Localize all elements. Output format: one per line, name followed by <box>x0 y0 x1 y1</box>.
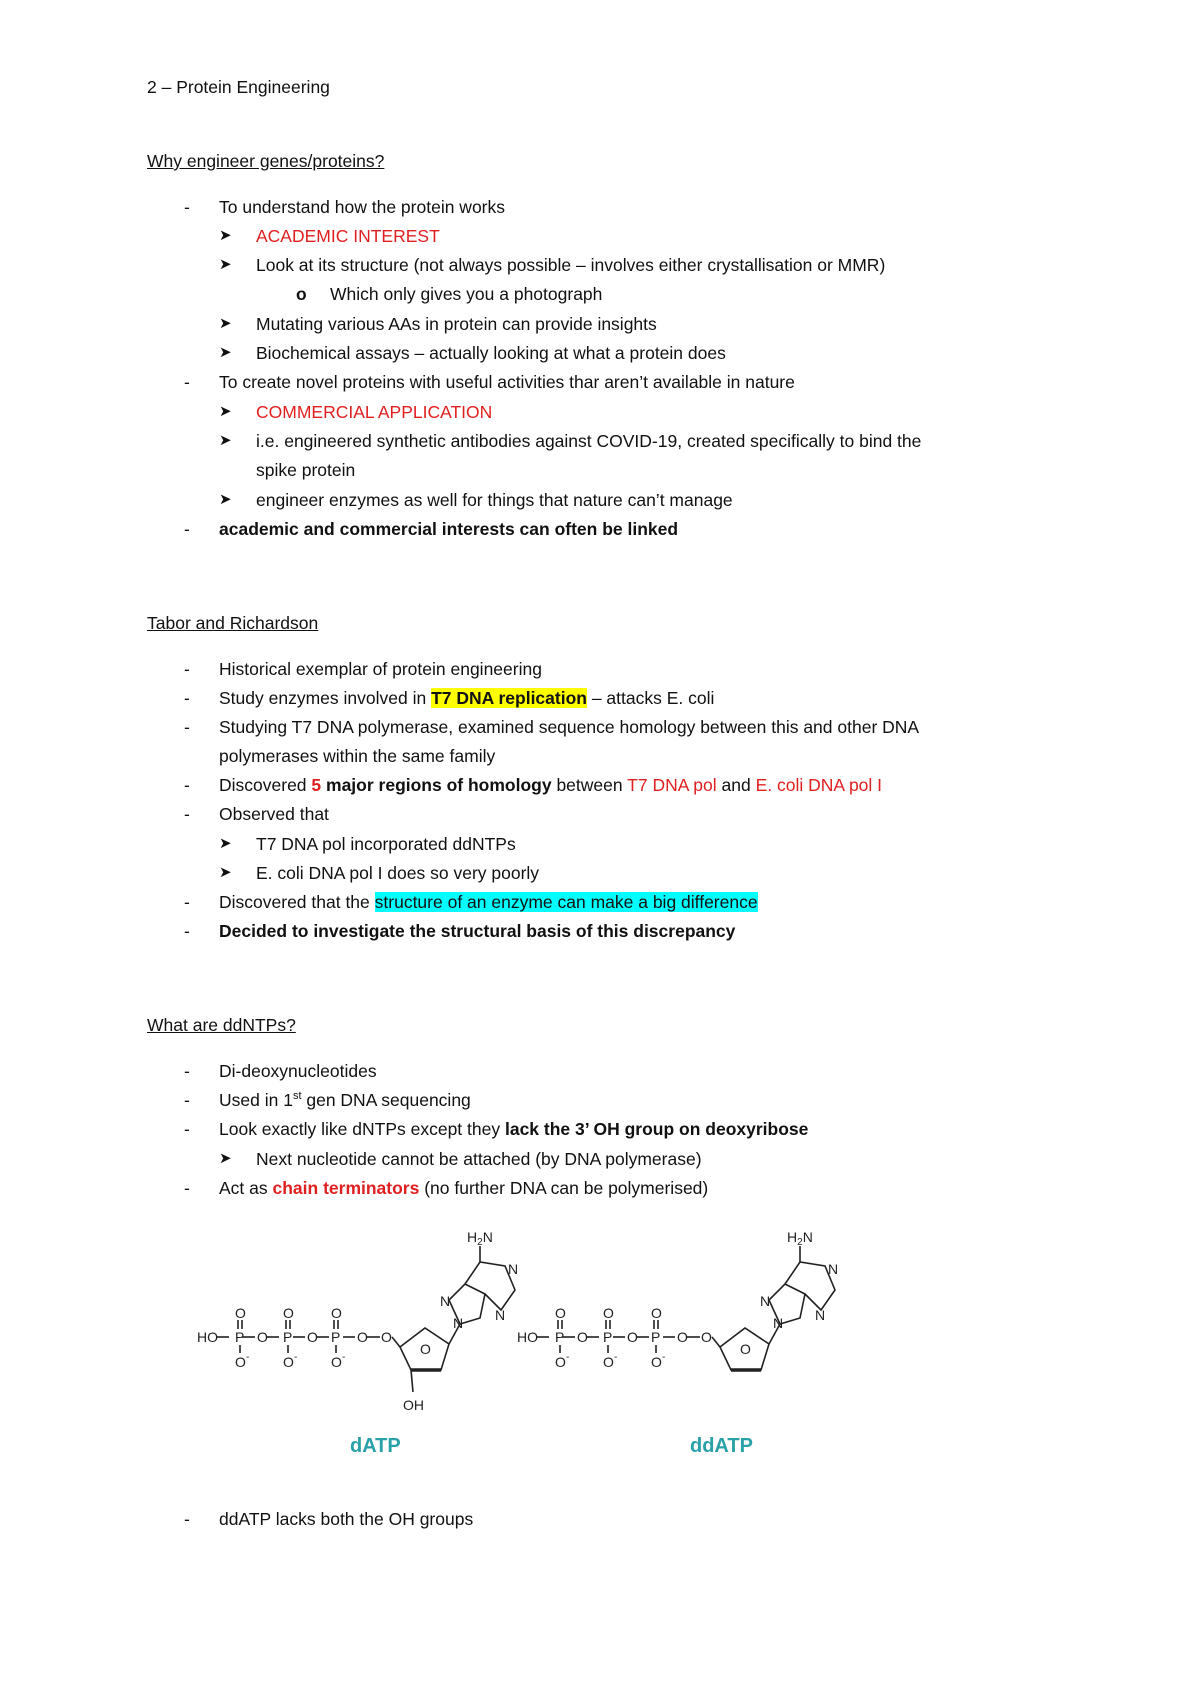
text-segment: Used in 1 <box>219 1090 293 1110</box>
section-heading-tabor: Tabor and Richardson <box>147 613 319 633</box>
arrow-bullet-icon: ➤ <box>219 835 232 852</box>
phosphorus-label: P <box>331 1329 341 1345</box>
text-segment: Look exactly like dNTPs except they <box>219 1119 505 1139</box>
text-segment: Study enzymes involved in <box>219 688 432 708</box>
phosphorus-label: P <box>235 1329 245 1345</box>
bullet-dideoxy: Di-deoxynucleotides <box>219 1061 377 1081</box>
bullet-homology-regions <box>219 774 882 796</box>
arrow-bullet-icon: ➤ <box>219 227 232 244</box>
phosphorus-label: P <box>651 1329 661 1345</box>
ho-label: HO <box>517 1329 538 1345</box>
oxygen-label: O <box>357 1329 368 1345</box>
dash-bullet: - <box>184 717 190 737</box>
dash-bullet: - <box>184 804 190 824</box>
ddatp-label: ddATP <box>690 1435 753 1457</box>
sub-bullet-structure: Look at its structure (not always possible – involves either crystallisation or MMR) <box>256 255 886 275</box>
oxygen-anion-label: O <box>555 1354 566 1370</box>
dash-bullet: - <box>184 372 190 392</box>
dash-bullet: - <box>184 688 190 708</box>
bullet-structure-difference <box>219 891 758 913</box>
oxygen-anion-label: O <box>331 1354 342 1370</box>
arrow-bullet-icon: ➤ <box>219 315 232 332</box>
circle-bullet-icon: o <box>296 284 307 304</box>
dash-bullet: - <box>184 1090 190 1110</box>
hydroxyl-label: OH <box>403 1397 424 1413</box>
oxygen-label: O <box>677 1329 688 1345</box>
bullet-studying-t7-cont: polymerases within the same family <box>219 746 496 766</box>
bullet-first-gen <box>219 1089 471 1111</box>
arrow-bullet-icon: ➤ <box>219 344 232 361</box>
ordinal-superscript: st <box>292 1090 302 1103</box>
oxygen-label: O <box>651 1305 662 1321</box>
nitrogen-label: N <box>773 1315 784 1331</box>
text-segment: Act as <box>219 1178 273 1198</box>
oxygen-label: O <box>701 1329 712 1345</box>
bullet-chain-terminators <box>219 1177 708 1199</box>
arrow-bullet-icon: ➤ <box>219 864 232 881</box>
dash-bullet: - <box>184 921 190 941</box>
datp-label: dATP <box>350 1435 401 1457</box>
highlight-structure: structure of an enzyme can make a big difference <box>374 892 758 912</box>
oxygen-anion-label: O <box>283 1354 294 1370</box>
section-heading-why-engineer: Why engineer genes/proteins? <box>147 151 385 171</box>
oxygen-label: O <box>577 1329 588 1345</box>
dash-bullet: - <box>184 892 190 912</box>
ring-oxygen-label: O <box>420 1341 431 1357</box>
ecoli-dna-pol-label: E. coli DNA pol I <box>755 775 883 795</box>
arrow-bullet-icon: ➤ <box>219 491 232 508</box>
sub-bullet-t7-ddntps: T7 DNA pol incorporated ddNTPs <box>256 834 516 854</box>
ho-label: HO <box>197 1329 218 1345</box>
bullet-t7-replication <box>219 687 714 709</box>
dash-bullet: - <box>184 1178 190 1198</box>
t7-dna-pol-label: T7 DNA pol <box>627 775 717 795</box>
section-heading-ddntps: What are ddNTPs? <box>147 1015 296 1035</box>
bullet-ddatp-lacks: ddATP lacks both the OH groups <box>219 1509 474 1529</box>
sub-bullet-enzymes: engineer enzymes as well for things that nature can’t manage <box>256 490 733 510</box>
nitrogen-label: N <box>760 1293 771 1309</box>
text-segment: Discovered <box>219 775 312 795</box>
charge-label: - <box>342 1352 346 1363</box>
arrow-bullet-icon: ➤ <box>219 256 232 273</box>
sub-bullet-academic-interest: ACADEMIC INTEREST <box>256 226 440 246</box>
dash-bullet: - <box>184 1061 190 1081</box>
sub-bullet-antibodies-cont: spike protein <box>256 460 356 480</box>
text-segment: gen DNA sequencing <box>301 1090 471 1110</box>
dash-bullet: - <box>184 519 190 539</box>
charge-label: - <box>662 1352 666 1363</box>
oxygen-label: O <box>603 1305 614 1321</box>
oxygen-anion-label: O <box>651 1354 662 1370</box>
text-segment: major regions of homology <box>321 775 552 795</box>
dash-bullet: - <box>184 1509 190 1529</box>
nitrogen-label: N <box>828 1261 839 1277</box>
dash-bullet: - <box>184 1119 190 1139</box>
oxygen-label: O <box>331 1305 342 1321</box>
text-segment: (no further DNA can be polymerised) <box>419 1178 709 1198</box>
oxygen-anion-label: O <box>603 1354 614 1370</box>
dash-bullet: - <box>184 659 190 679</box>
arrow-bullet-icon: ➤ <box>219 403 232 420</box>
text-segment: – attacks E. coli <box>586 688 715 708</box>
ring-oxygen-label: O <box>740 1341 751 1357</box>
bullet-studying-t7: Studying T7 DNA polymerase, examined sequence homology between this and other DNA <box>219 717 920 737</box>
phosphorus-label: P <box>555 1329 565 1345</box>
nitrogen-label: N <box>815 1307 826 1323</box>
page-title: 2 – Protein Engineering <box>147 77 330 97</box>
bullet-understand: To understand how the protein works <box>219 197 505 217</box>
bullet-lack-oh <box>219 1118 808 1140</box>
amine-label: $H_2N$ <box>787 1232 813 1248</box>
charge-label: - <box>294 1352 298 1363</box>
text-segment: between <box>551 775 628 795</box>
bullet-observed: Observed that <box>219 804 329 824</box>
bullet-investigate: Decided to investigate the structural basis of this discrepancy <box>219 921 736 941</box>
sub-sub-bullet-photograph: Which only gives you a photograph <box>330 284 603 304</box>
nitrogen-label: N <box>453 1315 464 1331</box>
sub-bullet-next-nucleotide: Next nucleotide cannot be attached (by DNA polymerase) <box>256 1149 702 1169</box>
oxygen-label: O <box>307 1329 318 1345</box>
sub-bullet-mutating: Mutating various AAs in protein can provide insights <box>256 314 657 334</box>
bullet-historical: Historical exemplar of protein engineering <box>219 659 542 679</box>
text-segment: lack the 3’ OH group on deoxyribose <box>504 1119 809 1139</box>
dash-bullet: - <box>184 775 190 795</box>
bullet-linked-interests: academic and commercial interests can often be linked <box>219 519 679 539</box>
dash-bullet: - <box>184 197 190 217</box>
sub-bullet-commercial: COMMERCIAL APPLICATION <box>256 402 493 422</box>
charge-label: - <box>566 1352 570 1363</box>
datp-ddatp-structure-figure <box>195 1232 895 1462</box>
oxygen-label: O <box>283 1305 294 1321</box>
oxygen-anion-label: O <box>235 1354 246 1370</box>
arrow-bullet-icon: ➤ <box>219 432 232 449</box>
sub-bullet-antibodies: i.e. engineered synthetic antibodies against COVID-19, created specifically to bind the <box>256 431 922 451</box>
sub-bullet-assays: Biochemical assays – actually looking at what a protein does <box>256 343 726 363</box>
oxygen-label: O <box>627 1329 638 1345</box>
highlight-t7-replication: T7 DNA replication <box>431 688 587 708</box>
oxygen-label: O <box>381 1329 392 1345</box>
text-segment: and <box>716 775 756 795</box>
nitrogen-label: N <box>495 1307 506 1323</box>
phosphorus-label: P <box>603 1329 613 1345</box>
charge-label: - <box>246 1352 250 1363</box>
homology-count: 5 <box>311 775 322 795</box>
charge-label: - <box>614 1352 618 1363</box>
text-segment: Discovered that the <box>219 892 375 912</box>
oxygen-label: O <box>235 1305 246 1321</box>
oxygen-label: O <box>257 1329 268 1345</box>
sub-bullet-ecoli-poorly: E. coli DNA pol I does so very poorly <box>256 863 540 883</box>
arrow-bullet-icon: ➤ <box>219 1150 232 1167</box>
oxygen-label: O <box>555 1305 566 1321</box>
bullet-novel-proteins: To create novel proteins with useful activities thar aren’t available in nature <box>219 372 795 392</box>
chain-terminators-label: chain terminators <box>272 1178 420 1198</box>
nitrogen-label: N <box>440 1293 451 1309</box>
amine-label: $H_2N$ <box>467 1232 493 1248</box>
phosphorus-label: P <box>283 1329 293 1345</box>
nitrogen-label: N <box>508 1261 519 1277</box>
